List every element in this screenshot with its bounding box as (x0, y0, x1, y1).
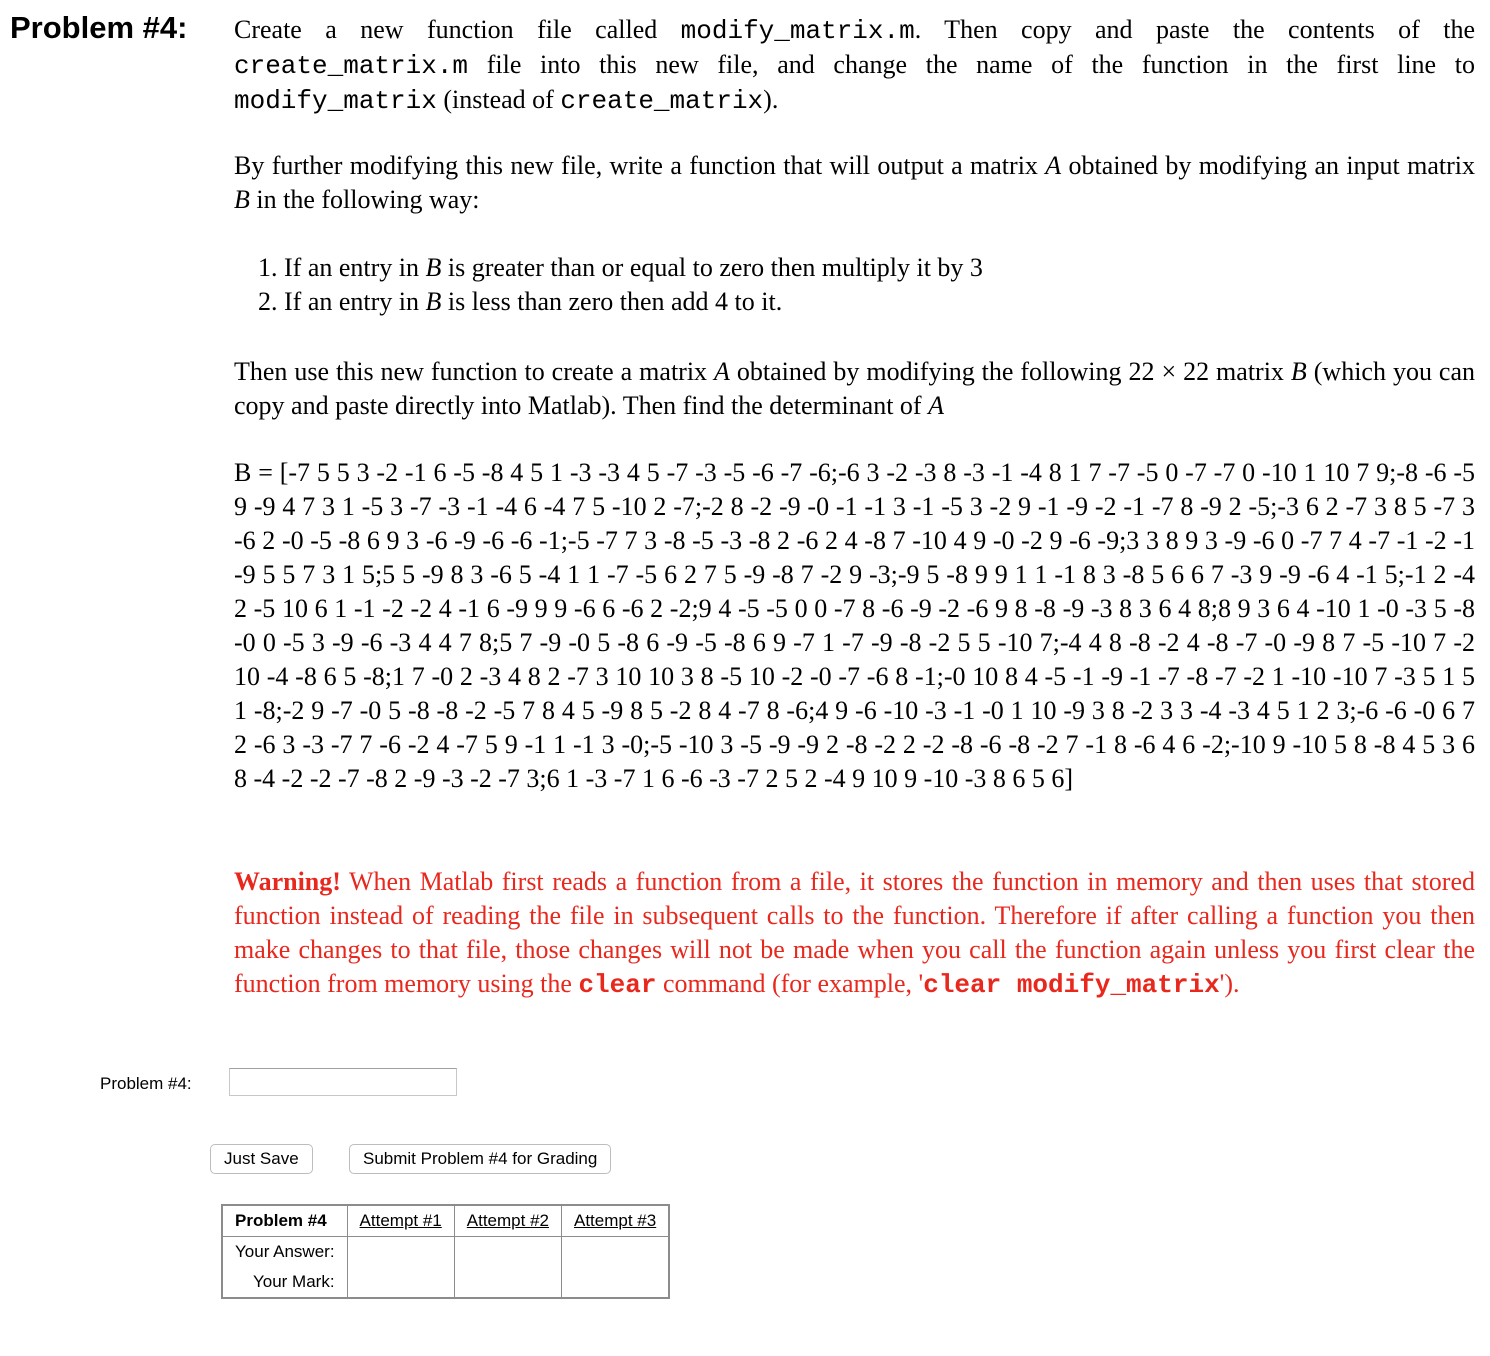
usage-text-3: (which you can copy and paste directly into Matlab). Then find the determinant of (234, 357, 1475, 420)
rule-item (258, 251, 983, 285)
description-paragraph (234, 149, 1475, 217)
warning-paragraph (234, 865, 1475, 1002)
attempt-1-link[interactable]: Attempt #1 (359, 1211, 442, 1230)
var-b: B (425, 253, 442, 282)
table-cell (561, 1237, 669, 1268)
problem-heading: Problem #4: (10, 10, 188, 45)
description-text-3: in the following way: (249, 185, 480, 214)
rule-text-1: If an entry in (277, 287, 426, 316)
intro-text-3: file into this new file, and change the name of the function in the first line to (468, 50, 1475, 79)
rule-item (258, 285, 983, 319)
intro-text-2: . Then copy and paste the contents of the (914, 15, 1475, 44)
answer-input[interactable] (229, 1068, 457, 1096)
warning-text-1: When Matlab first reads a function from a file, it stores the function in memory and then uses that stored function instead of reading the file in subsequent calls to the function. Therefore if after calling a function you then make changes to that file, those changes will not be made when you call the function again unless you first clear the function from memory using the (234, 867, 1475, 998)
usage-text-2: obtained by modifying the following 22 × 22 matrix (729, 357, 1291, 386)
table-cell (347, 1267, 454, 1298)
your-mark-label: Your Mark: (222, 1267, 347, 1298)
rule-text-1: If an entry in (277, 253, 426, 282)
var-a: A (1045, 151, 1062, 180)
new-function-name: modify_matrix (234, 86, 437, 116)
table-row (222, 1237, 669, 1268)
table-header-attempt-3 (561, 1205, 669, 1237)
var-b: B (234, 185, 250, 214)
intro-text-4: (instead of (436, 85, 561, 114)
old-file-name: create_matrix.m (234, 51, 469, 81)
rule-number: 1. (258, 253, 278, 282)
attempt-2-link[interactable]: Attempt #2 (466, 1211, 549, 1230)
warning-label: Warning! (234, 867, 341, 896)
table-header-attempt-2 (454, 1205, 561, 1237)
intro-paragraph (234, 13, 1475, 118)
table-cell (454, 1267, 561, 1298)
clear-command: clear (578, 970, 657, 1000)
description-text-1: By further modifying this new file, write a function that will output a matrix (234, 151, 1046, 180)
warning-text-2: command (for example, ' (656, 969, 924, 998)
submit-button[interactable]: Submit Problem #4 for Grading (349, 1144, 611, 1174)
usage-text-1: Then use this new function to create a matrix (234, 357, 715, 386)
rule-text-2: is greater than or equal to zero then multiply it by 3 (441, 253, 983, 282)
rule-text-2: is less than zero then add 4 to it. (441, 287, 783, 316)
your-answer-label: Your Answer: (222, 1237, 347, 1268)
clear-example: clear modify_matrix (923, 970, 1220, 1000)
table-header-problem: Problem #4 (222, 1205, 347, 1237)
new-file-name: modify_matrix.m (680, 16, 915, 46)
rules-list (258, 251, 983, 319)
answer-label: Problem #4: (100, 1074, 192, 1093)
matrix-definition: B = [-7 5 5 3 -2 -1 6 -5 -8 4 5 1 -3 -3 4 5 -7 -3 -5 -6 -7 -6;-6 3 -2 -3 8 -3 -1 -4 8 1 7 -7 -5 0 -7 -7 0 -10 1 10 7 9;-8 -6 -5 9 -9 4 7 3 1 -5 3 -7 -3 -1 -4 6 -4 7 5 -10 2 -7;-2 8 -2 -9 -0 -1 -1 3 -1 -5 3 -2 9 -1 -9 -2 -1 -7 8 -9 2 -5;-3 6 2 -7 3 8 5 -7 3 -6 2 -0 -5 -8 6 9 3 -6 -9 -6 -6 -1;-5 -7 7 3 -8 -5 -3 -8 2 -6 2 4 -8 7 -10 4 9 -0 -2 9 -6 -9;3 3 8 9 3 -9 -6 0 -7 7 4 -7 -1 -2 -1 -9 5 5 7 3 1 5;5 5 -9 8 3 -6 5 -4 1 1 -7 -5 6 2 7 5 -9 -8 7 -2 9 -3;-9 5 -8 9 9 1 1 -1 8 3 -8 5 6 6 7 -3 9 -9 -6 4 -1 5;-1 2 -4 2 -5 10 6 1 -1 -2 -2 4 -1 6 -9 9 9 -6 6 -6 2 -2;9 4 -5 -5 0 0 -7 8 -6 -9 -2 -6 9 8 -8 -9 -3 8 3 6 4 8;8 9 3 6 4 -10 1 -0 -3 5 -8 -0 0 -5 3 -9 -6 -3 4 4 7 8;5 7 -9 -0 5 -8 6 -9 -5 -8 6 9 -7 1 -7 -9 -8 -2 5 5 -10 7;-4 4 8 -8 -2 4 -8 -7 -0 -9 8 7 -5 -10 7 -2 10 -4 -8 6 5 -8;1 7 -0 2 -3 4 8 2 -7 3 10 10 3 8 -5 10 -2 -0 -7 -6 8 -1;-0 10 8 4 -5 -1 -9 -1 -7 -8 -7 -2 1 -10 -10 7 -3 5 1 5 1 -8;-2 9 -7 -0 5 -8 -8 -2 -5 7 8 4 5 -9 8 5 -2 8 4 -7 8 -6;4 9 -6 -10 -3 -1 -0 1 10 -9 3 8 -2 3 3 -4 -3 4 5 1 2 3;-6 -6 -0 6 7 2 -6 3 -3 -7 7 -6 -2 4 -7 5 9 -1 1 -1 3 -0;-5 -10 3 -5 -9 -9 2 -8 -2 2 -2 -8 -6 -8 -2 7 -1 8 -6 4 6 -2;-10 9 -10 5 8 -8 4 5 3 6 8 -4 -2 -2 -7 -8 2 -9 -3 -2 -7 3;6 1 -3 -7 1 6 -6 -3 -7 2 5 2 -4 9 10 9 -10 -3 8 6 5 6] (234, 458, 1475, 793)
var-a: A (714, 357, 730, 386)
table-header-attempt-1 (347, 1205, 454, 1237)
intro-text-1: Create a new function file called (234, 15, 681, 44)
table-row (222, 1205, 669, 1237)
var-b: B (1290, 357, 1307, 386)
var-a: A (928, 391, 944, 420)
table-cell (454, 1237, 561, 1268)
attempts-table (221, 1204, 670, 1299)
table-cell (347, 1237, 454, 1268)
just-save-button[interactable]: Just Save (210, 1144, 313, 1174)
attempt-3-link[interactable]: Attempt #3 (573, 1211, 657, 1230)
table-cell (561, 1267, 669, 1298)
old-function-name: create_matrix (560, 86, 764, 116)
intro-text-5: ). (763, 85, 779, 114)
warning-text-3: '). (1219, 969, 1240, 998)
usage-paragraph (234, 355, 1475, 423)
table-row (222, 1267, 669, 1298)
var-b: B (425, 287, 442, 316)
rule-number: 2. (258, 287, 278, 316)
description-text-2: obtained by modifying an input matrix (1061, 151, 1475, 180)
